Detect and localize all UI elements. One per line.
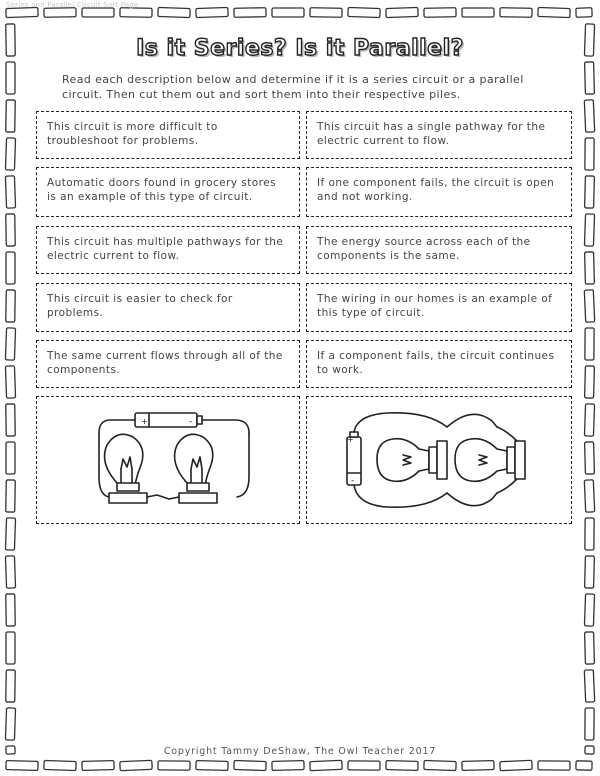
sort-card[interactable] — [36, 167, 300, 217]
sort-card[interactable] — [306, 167, 572, 217]
sort-card[interactable] — [306, 226, 572, 274]
sort-card[interactable] — [306, 283, 572, 332]
battery-plus-label: + — [347, 435, 354, 444]
copyright-text: Copyright Tammy DeShaw, The Owl Teacher 2017 — [163, 746, 437, 757]
page-title: Is it Series? Is it Parallel? — [136, 36, 464, 61]
sort-card[interactable] — [306, 111, 572, 159]
card-text: This circuit has multiple pathways for the electric current to flow. — [47, 236, 284, 262]
series-circuit-icon — [37, 397, 299, 523]
card-text: This circuit is more difficult to troubleshoot for problems. — [47, 121, 218, 147]
card-text: Automatic doors found in grocery stores is an example of this type of circuit. — [47, 177, 277, 203]
card-text: This circuit is easier to check for problems. — [47, 293, 233, 319]
instructions: Read each description below and determine if it is a series circuit or a parallel circuit. Then cut them out and sort them into their respective piles. — [62, 73, 524, 101]
sort-card[interactable] — [36, 111, 300, 159]
picture-card-series[interactable] — [36, 396, 300, 524]
picture-card-parallel[interactable] — [306, 396, 572, 524]
battery-minus-label: - — [351, 476, 355, 486]
card-text: If a component fails, the circuit continues to work. — [317, 350, 555, 376]
battery-minus-label: - — [189, 417, 193, 427]
card-text: The same current flows through all of the components. — [47, 350, 283, 376]
sort-card[interactable] — [306, 340, 572, 388]
watermark-text: Series and Parallel Circuit Sort Page — [6, 1, 139, 9]
battery-plus-label: + — [141, 417, 148, 426]
card-text: The wiring in our homes is an example of this type of circuit. — [317, 293, 553, 319]
sort-card[interactable] — [36, 283, 300, 332]
card-text: If one component fails, the circuit is open and not working. — [317, 177, 555, 203]
sort-card[interactable] — [36, 340, 300, 388]
parallel-circuit-icon — [307, 397, 571, 523]
card-text: This circuit has a single pathway for the electric current to flow. — [317, 121, 546, 147]
sort-card[interactable] — [36, 226, 300, 274]
card-text: The energy source across each of the components is the same. — [317, 236, 531, 262]
